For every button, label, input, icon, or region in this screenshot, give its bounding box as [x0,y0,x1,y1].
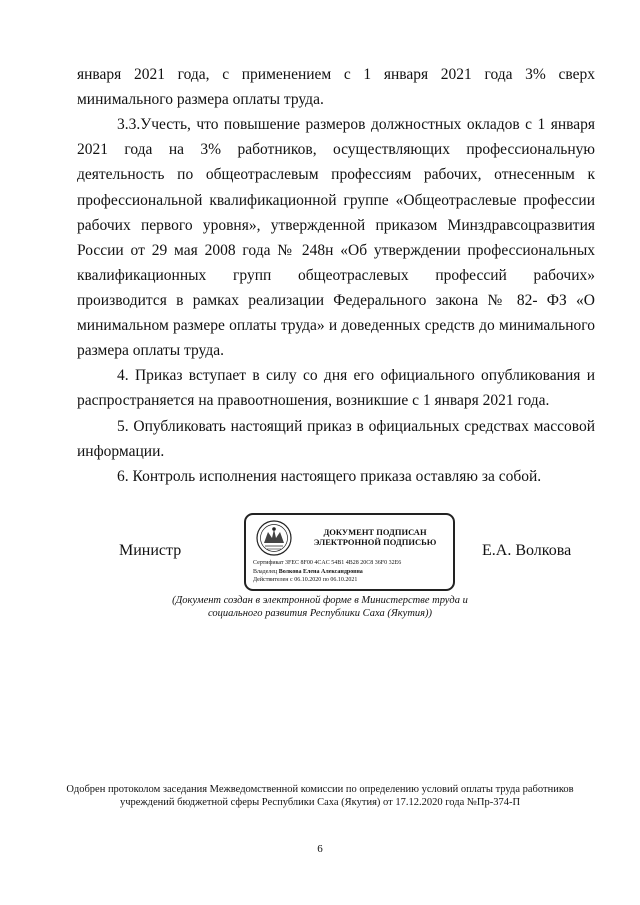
validity-line [253,576,453,585]
validity-period: с 06.10.2020 по 06.10.2021 [290,577,358,583]
validity-label: Действителен [253,577,289,583]
paragraph-3-3: 3.3.Учесть, что повышение размеров должностных окладов с 1 января 2021 года на 3% работников, осуществляющих профессиональную деятельность по общеотраслевым профессиям рабочих, отнесенным к профессиональной квалификационной группе «Общеотраслевые профессии рабочих первого уровня», утвержденной приказом Минздравсоцразвития России от 29 мая 2008 года № 248н «Об утверждении профессиональных квалификационных групп общеотраслевых профессий рабочих» производится в рамках реализации Федерального закона № 82- ФЗ «О минимальном размере оплаты труда» и доведенных средств до минимального размера оплаты труда. [77,116,595,360]
certificate-label: Сертификат [253,560,284,566]
electronic-document-note: (Документ создан в электронной форме в Министерстве труда и социального развития Республики Саха (Якутия)) [172,595,468,619]
coat-of-arms-icon [252,519,296,559]
owner-line [253,568,453,577]
signature-block [0,510,640,600]
owner-name: Волкова Елена Александровна [278,568,363,575]
electronic-signature-stamp [244,513,455,591]
paragraph-4: 4. Приказ вступает в силу со дня его официального опубликования и распространяется на правоотношения, возникшие с 1 января 2021 года. [77,367,595,410]
stamp-details [253,559,453,585]
paragraph-6: 6. Контроль исполнения настоящего приказа оставляю за собой. [117,467,542,485]
stamp-title [298,527,452,547]
signer-name: Е.А. Волкова [482,542,572,559]
certificate-line [253,559,453,568]
approval-footer-note: Одобрен протоколом заседания Межведомственной комиссии по определению условий оплаты труда работников учреждений бюджетной сферы Республики Саха (Якутия) от 17.12.2020 года №Пр-374-П [66,784,574,808]
stamp-title-line-2: ЭЛЕКТРОННОЙ ПОДПИСЬЮ [313,537,437,547]
paragraph-5: 5. Опубликовать настоящий приказ в официальных средствах массовой информации. [77,417,595,460]
stamp-title-line-1: ДОКУМЕНТ ПОДПИСАН [323,527,427,537]
owner-label: Владелец [253,568,278,575]
paragraph-continuation: января 2021 года, с применением с 1 января 2021 года 3% сверх минимального размера оплаты труда. [77,66,595,109]
document-body [77,62,595,489]
certificate-number: 3FEC 8F00 4CAC 54B1 4B28 20C8 36F0 32E6 [285,560,402,566]
minister-label: Министр [119,542,182,559]
page-number: 6 [317,843,323,855]
